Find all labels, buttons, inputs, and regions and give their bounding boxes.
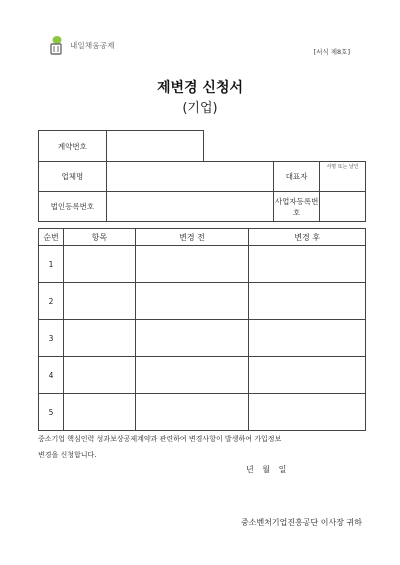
date-month: 월	[262, 465, 271, 474]
contract-no-field[interactable]	[106, 131, 204, 162]
table-row	[39, 394, 366, 431]
company-name-field[interactable]	[106, 162, 273, 192]
business-reg-no-label: 사업자등록번호	[274, 192, 320, 222]
changes-table	[38, 228, 366, 431]
logo-text: 내일채움공제	[70, 40, 115, 50]
signature-label: 서명 또는 날인	[326, 164, 359, 170]
before-cell[interactable]	[135, 357, 249, 394]
form-number: [서식 제8호]	[313, 48, 350, 56]
column-header-number: 순번	[39, 229, 64, 246]
applicant-info-table	[38, 130, 366, 222]
date-line	[246, 464, 286, 475]
table-row	[39, 320, 366, 357]
logo-mark-icon	[48, 35, 64, 55]
blank-area	[204, 131, 366, 162]
column-header-after: 변경 후	[249, 229, 366, 246]
after-cell[interactable]	[249, 394, 366, 431]
recipient: 중소벤처기업진흥공단 이사장 귀하	[240, 518, 362, 527]
page-title: 제변경 신청서	[156, 80, 244, 96]
item-cell[interactable]	[63, 357, 135, 394]
logo	[48, 35, 115, 55]
item-cell[interactable]	[63, 246, 135, 283]
signature-field[interactable]	[320, 162, 366, 192]
representative-label: 대표자	[274, 162, 320, 192]
before-cell[interactable]	[135, 283, 249, 320]
request-statement	[38, 431, 368, 463]
business-reg-no-field[interactable]	[320, 192, 366, 222]
page-subtitle: (기업)	[182, 101, 218, 116]
item-cell[interactable]	[63, 320, 135, 357]
table-row	[39, 283, 366, 320]
row-number: 5	[39, 394, 64, 431]
corp-reg-no-label: 법인등록번호	[39, 192, 107, 222]
row-number: 2	[39, 283, 64, 320]
row-number: 3	[39, 320, 64, 357]
request-statement-line-2: 변경을 신청합니다.	[38, 451, 97, 459]
row-number: 1	[39, 246, 64, 283]
date-day: 일	[278, 465, 287, 474]
table-row	[39, 357, 366, 394]
corp-reg-no-field[interactable]	[106, 192, 273, 222]
after-cell[interactable]	[249, 320, 366, 357]
company-name-label: 업체명	[39, 162, 107, 192]
table-row	[39, 246, 366, 283]
before-cell[interactable]	[135, 320, 249, 357]
contract-no-label: 계약번호	[39, 131, 107, 162]
column-header-item: 항목	[63, 229, 135, 246]
before-cell[interactable]	[135, 246, 249, 283]
request-statement-line-1: 중소기업 핵심인력 성과보상공제계약과 관련하여 변경사항이 발생하여 가입정보	[38, 435, 282, 443]
date-year: 년	[246, 465, 254, 474]
column-header-before: 변경 전	[135, 229, 249, 246]
after-cell[interactable]	[249, 283, 366, 320]
after-cell[interactable]	[249, 357, 366, 394]
item-cell[interactable]	[63, 394, 135, 431]
after-cell[interactable]	[249, 246, 366, 283]
before-cell[interactable]	[135, 394, 249, 431]
row-number: 4	[39, 357, 64, 394]
item-cell[interactable]	[63, 283, 135, 320]
